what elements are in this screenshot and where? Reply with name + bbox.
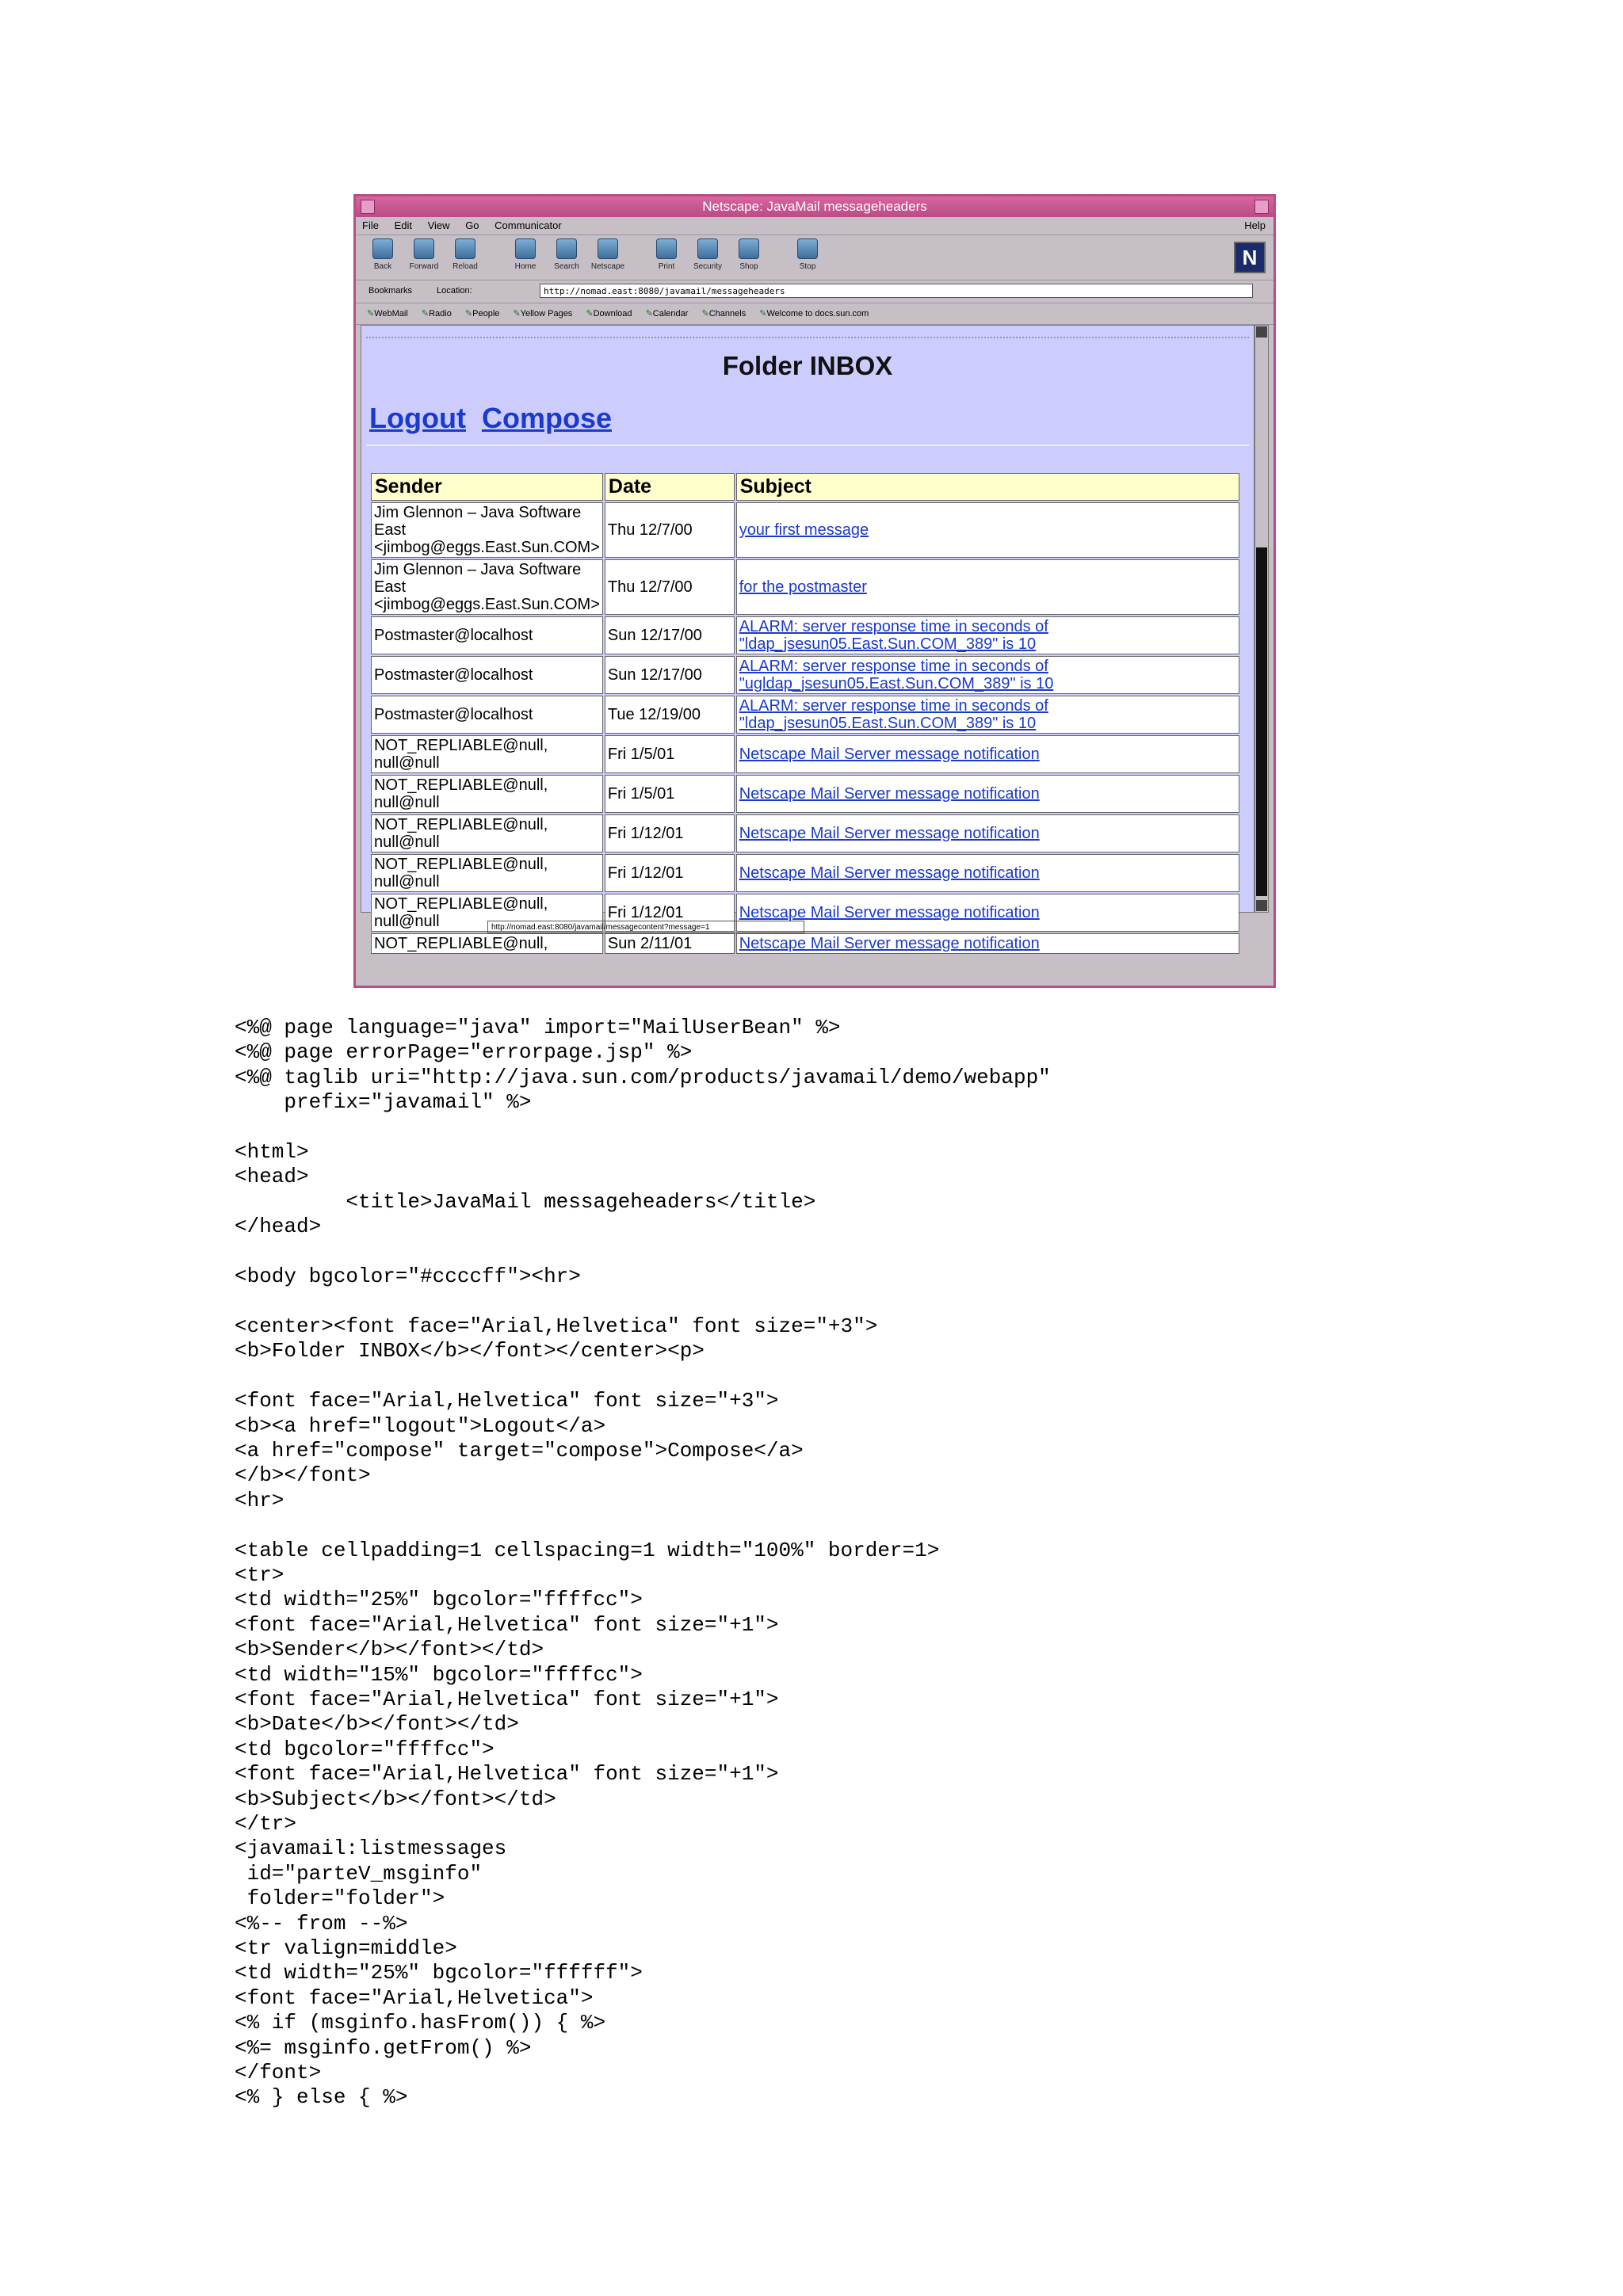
window-title: Netscape: JavaMail messageheaders [702,199,927,214]
message-subject-cell [736,559,1239,615]
window-titlebar [356,196,1274,217]
window-menu-icon[interactable] [361,200,375,214]
location-label: Location: [437,286,472,296]
message-subject-link[interactable]: Netscape Mail Server message notification [739,746,1040,763]
scroll-down-icon[interactable] [1256,900,1267,911]
forward-icon [414,238,434,259]
search-icon [556,238,577,259]
code-line: <%= msginfo.getFrom() %> [235,2035,532,2060]
table-row [371,775,1239,813]
message-subject-link[interactable]: for the postmaster [739,578,867,596]
reload-icon [455,238,475,259]
menu-bar [356,217,1274,235]
code-line: <font face="Arial,Helvetica"> [235,1985,594,2010]
message-date: Fri 1/12/01 [605,814,735,852]
shop-button[interactable]: Shop [730,238,768,271]
code-line: <html> [235,1140,309,1165]
status-url: http://nomad.east:8080/javamail/messagecontent?message=1 [487,921,804,933]
personal-item-yellow-pages[interactable]: ✎ Yellow Pages [513,309,572,318]
code-line: <hr> [235,1488,285,1512]
code-line: <tr valign=middle> [235,1936,457,1961]
code-line: <font face="Arial,Helvetica" font size="+1"> [235,1762,779,1787]
print-icon [656,238,677,259]
table-row [371,735,1239,773]
code-line: <a href="compose" target="compose">Compose</a> [235,1438,804,1463]
folder-title: Folder INBOX [722,351,893,380]
menu-edit[interactable]: Edit [394,219,412,231]
message-subject-cell [736,814,1239,852]
message-subject-link[interactable]: Netscape Mail Server message notification [739,935,1040,952]
message-sender: NOT_REPLIABLE@null, null@null [371,775,603,813]
message-sender: Postmaster@localhost [371,696,603,734]
message-subject-cell [736,854,1239,892]
reload-button[interactable]: Reload [446,238,484,271]
browser-screenshot [353,194,1276,988]
menu-help[interactable]: Help [1244,219,1266,231]
menu-file[interactable]: File [362,219,379,231]
message-subject-cell [736,502,1239,558]
message-subject-cell [736,775,1239,813]
menu-view[interactable]: View [427,219,450,231]
code-line: <td width="25%" bgcolor="ffffff"> [235,1961,643,1985]
message-subject-link[interactable]: ALARM: server response time in seconds of "ldap_jsesun05.East.Sun.COM_389" is 10 [739,618,1048,653]
table-row [371,502,1239,558]
code-line: <font face="Arial,Helvetica" font size="+1"> [235,1687,779,1711]
message-sender: NOT_REPLIABLE@null, null@null [371,735,603,773]
code-line: <b><a href="logout">Logout</a> [235,1413,606,1438]
code-line: <td bgcolor="ffffcc"> [235,1737,495,1761]
personal-item-people[interactable]: ✎ People [465,309,499,318]
code-line: </head> [235,1215,322,1239]
message-subject-link[interactable]: Netscape Mail Server message notification [739,904,1040,921]
personal-item-radio[interactable]: ✎ Radio [422,309,452,318]
status-bar [361,917,1270,938]
code-line: <b>Sender</b></font></td> [235,1638,544,1662]
date-header: Date [605,473,735,501]
window-close-icon[interactable] [1254,200,1269,214]
code-line: <% if (msginfo.hasFrom()) { %> [235,2011,606,2035]
personal-item-channels[interactable]: ✎ Channels [702,309,747,318]
message-date: Sun 2/11/01 [605,933,735,954]
code-line: <td width="25%" bgcolor="ffffcc"> [235,1588,643,1612]
code-line: <font face="Arial,Helvetica" font size="+3"> [235,1389,779,1413]
message-date: Fri 1/5/01 [605,735,735,773]
personal-item-webmail[interactable]: ✎ WebMail [367,309,408,318]
table-row [371,656,1239,694]
bookmarks-button[interactable]: Bookmarks [369,286,413,296]
code-line: <td width="15%" bgcolor="ffffcc"> [235,1662,643,1687]
message-subject-link[interactable]: Netscape Mail Server message notification [739,785,1040,803]
code-line: <b>Subject</b></font></td> [235,1787,556,1811]
table-row [371,696,1239,734]
location-bar [356,280,1274,303]
code-line: <%@ page language="java" import="MailUserBean" %> [235,1016,841,1039]
message-date: Fri 1/12/01 [605,894,735,932]
jsp-code-listing [235,1016,1051,2111]
code-line: <center><font face="Arial,Helvetica" font size="+3"> [235,1314,878,1338]
code-line: id="parteV_msginfo" [235,1861,483,1886]
code-line: <%@ page errorPage="errorpage.jsp" %> [235,1040,693,1065]
shop-icon [739,238,759,259]
code-line: <% } else { %> [235,2085,408,2110]
message-subject-link[interactable]: Netscape Mail Server message notification [739,825,1040,842]
message-subject-link[interactable]: ALARM: server response time in seconds of "ldap_jsesun05.East.Sun.COM_389" is 10 [739,697,1048,732]
message-date: Thu 12/7/00 [605,502,735,558]
subject-header: Subject [736,473,1239,501]
search-button[interactable]: Search [548,238,586,271]
code-line: <body bgcolor="#ccccff"><hr> [235,1264,581,1289]
action-links [369,402,1254,435]
message-sender: NOT_REPLIABLE@null, null@null [371,814,603,852]
personal-item-download[interactable]: ✎ Download [586,309,632,318]
message-date: Sun 12/17/00 [605,616,735,654]
netscape-icon [598,238,618,259]
code-line: <%@ taglib uri="http://java.sun.com/products/javamail/demo/webapp" [235,1065,1051,1089]
scroll-thumb[interactable] [1256,547,1267,896]
code-line: folder="folder"> [235,1886,445,1911]
content-scrollbar[interactable] [1254,325,1269,913]
message-subject-link[interactable]: ALARM: server response time in seconds of "ugldap_jsesun05.East.Sun.COM_389" is 10 [739,658,1054,692]
table-row [371,559,1239,615]
table-row [371,854,1239,892]
personal-item-calendar[interactable]: ✎ Calendar [646,309,689,318]
message-sender: Postmaster@localhost [371,656,603,694]
menu-go[interactable]: Go [465,219,479,231]
logout-link[interactable]: Logout [369,402,466,434]
sender-header: Sender [371,473,603,501]
code-line: <tr> [235,1562,285,1587]
code-line: <b>Folder INBOX</b></font></center><p> [235,1339,705,1363]
stop-button[interactable]: Stop [789,238,827,271]
message-date: Thu 12/7/00 [605,559,735,615]
message-sender: Postmaster@localhost [371,616,603,654]
message-sender: NOT_REPLIABLE@null, [371,933,603,954]
message-subject-cell [736,735,1239,773]
netscape-button[interactable]: Netscape [589,238,627,271]
message-table [369,471,1241,955]
code-line: <%-- from --%> [235,1911,408,1936]
code-line: </tr> [235,1812,297,1836]
back-icon [372,238,393,259]
code-line: <javamail:listmessages [235,1836,507,1861]
security-button[interactable]: Security [689,238,727,271]
personal-item-welcome[interactable]: ✎ Welcome to docs.sun.com [759,309,869,318]
back-button[interactable]: Back [364,238,402,271]
message-subject-cell [736,656,1239,694]
code-line: </font> [235,2061,322,2085]
stop-icon [797,238,818,259]
table-header-row [371,473,1239,501]
home-icon [515,238,536,259]
compose-link[interactable]: Compose [481,402,612,434]
table-row [371,814,1239,852]
code-line: </b></font> [235,1463,371,1488]
message-subject-cell [736,696,1239,734]
table-row [371,616,1239,654]
message-sender: Jim Glennon – Java Software East <jimbog@eggs.East.Sun.COM> [371,502,603,558]
message-date: Sun 12/17/00 [605,656,735,694]
message-sender: NOT_REPLIABLE@null, null@null [371,854,603,892]
message-sender: NOT_REPLIABLE@null, null@null [371,894,603,932]
personal-toolbar [356,303,1274,325]
message-subject-link[interactable]: Netscape Mail Server message notification [739,864,1040,882]
message-sender: Jim Glennon – Java Software East <jimbog@eggs.East.Sun.COM> [371,559,603,615]
code-line: <head> [235,1165,309,1189]
netscape-logo-icon: N [1234,242,1266,273]
message-subject-cell [736,616,1239,654]
url-field[interactable]: http://nomad.east:8080/javamail/messageheaders [540,284,1253,298]
code-line: <font face="Arial,Helvetica" font size="+1"> [235,1612,779,1637]
navigation-toolbar [356,235,1274,280]
code-line: <title>JavaMail messageheaders</title> [235,1189,816,1214]
scroll-up-icon[interactable] [1256,326,1267,338]
top-rule [366,337,1249,338]
forward-button[interactable]: Forward [405,238,443,271]
menu-communicator[interactable]: Communicator [495,219,562,231]
code-line: <table cellpadding=1 cellspacing=1 width="100%" border=1> [235,1538,940,1562]
lock-icon [697,238,718,259]
print-button[interactable]: Print [647,238,685,271]
home-button[interactable]: Home [506,238,544,271]
message-subject-link[interactable]: your first message [739,521,869,539]
code-line: <b>Date</b></font></td> [235,1712,519,1737]
header-rule [366,444,1249,446]
message-date: Tue 12/19/00 [605,696,735,734]
message-date: Fri 1/5/01 [605,775,735,813]
code-line: prefix="javamail" %> [235,1090,532,1115]
message-date: Fri 1/12/01 [605,854,735,892]
